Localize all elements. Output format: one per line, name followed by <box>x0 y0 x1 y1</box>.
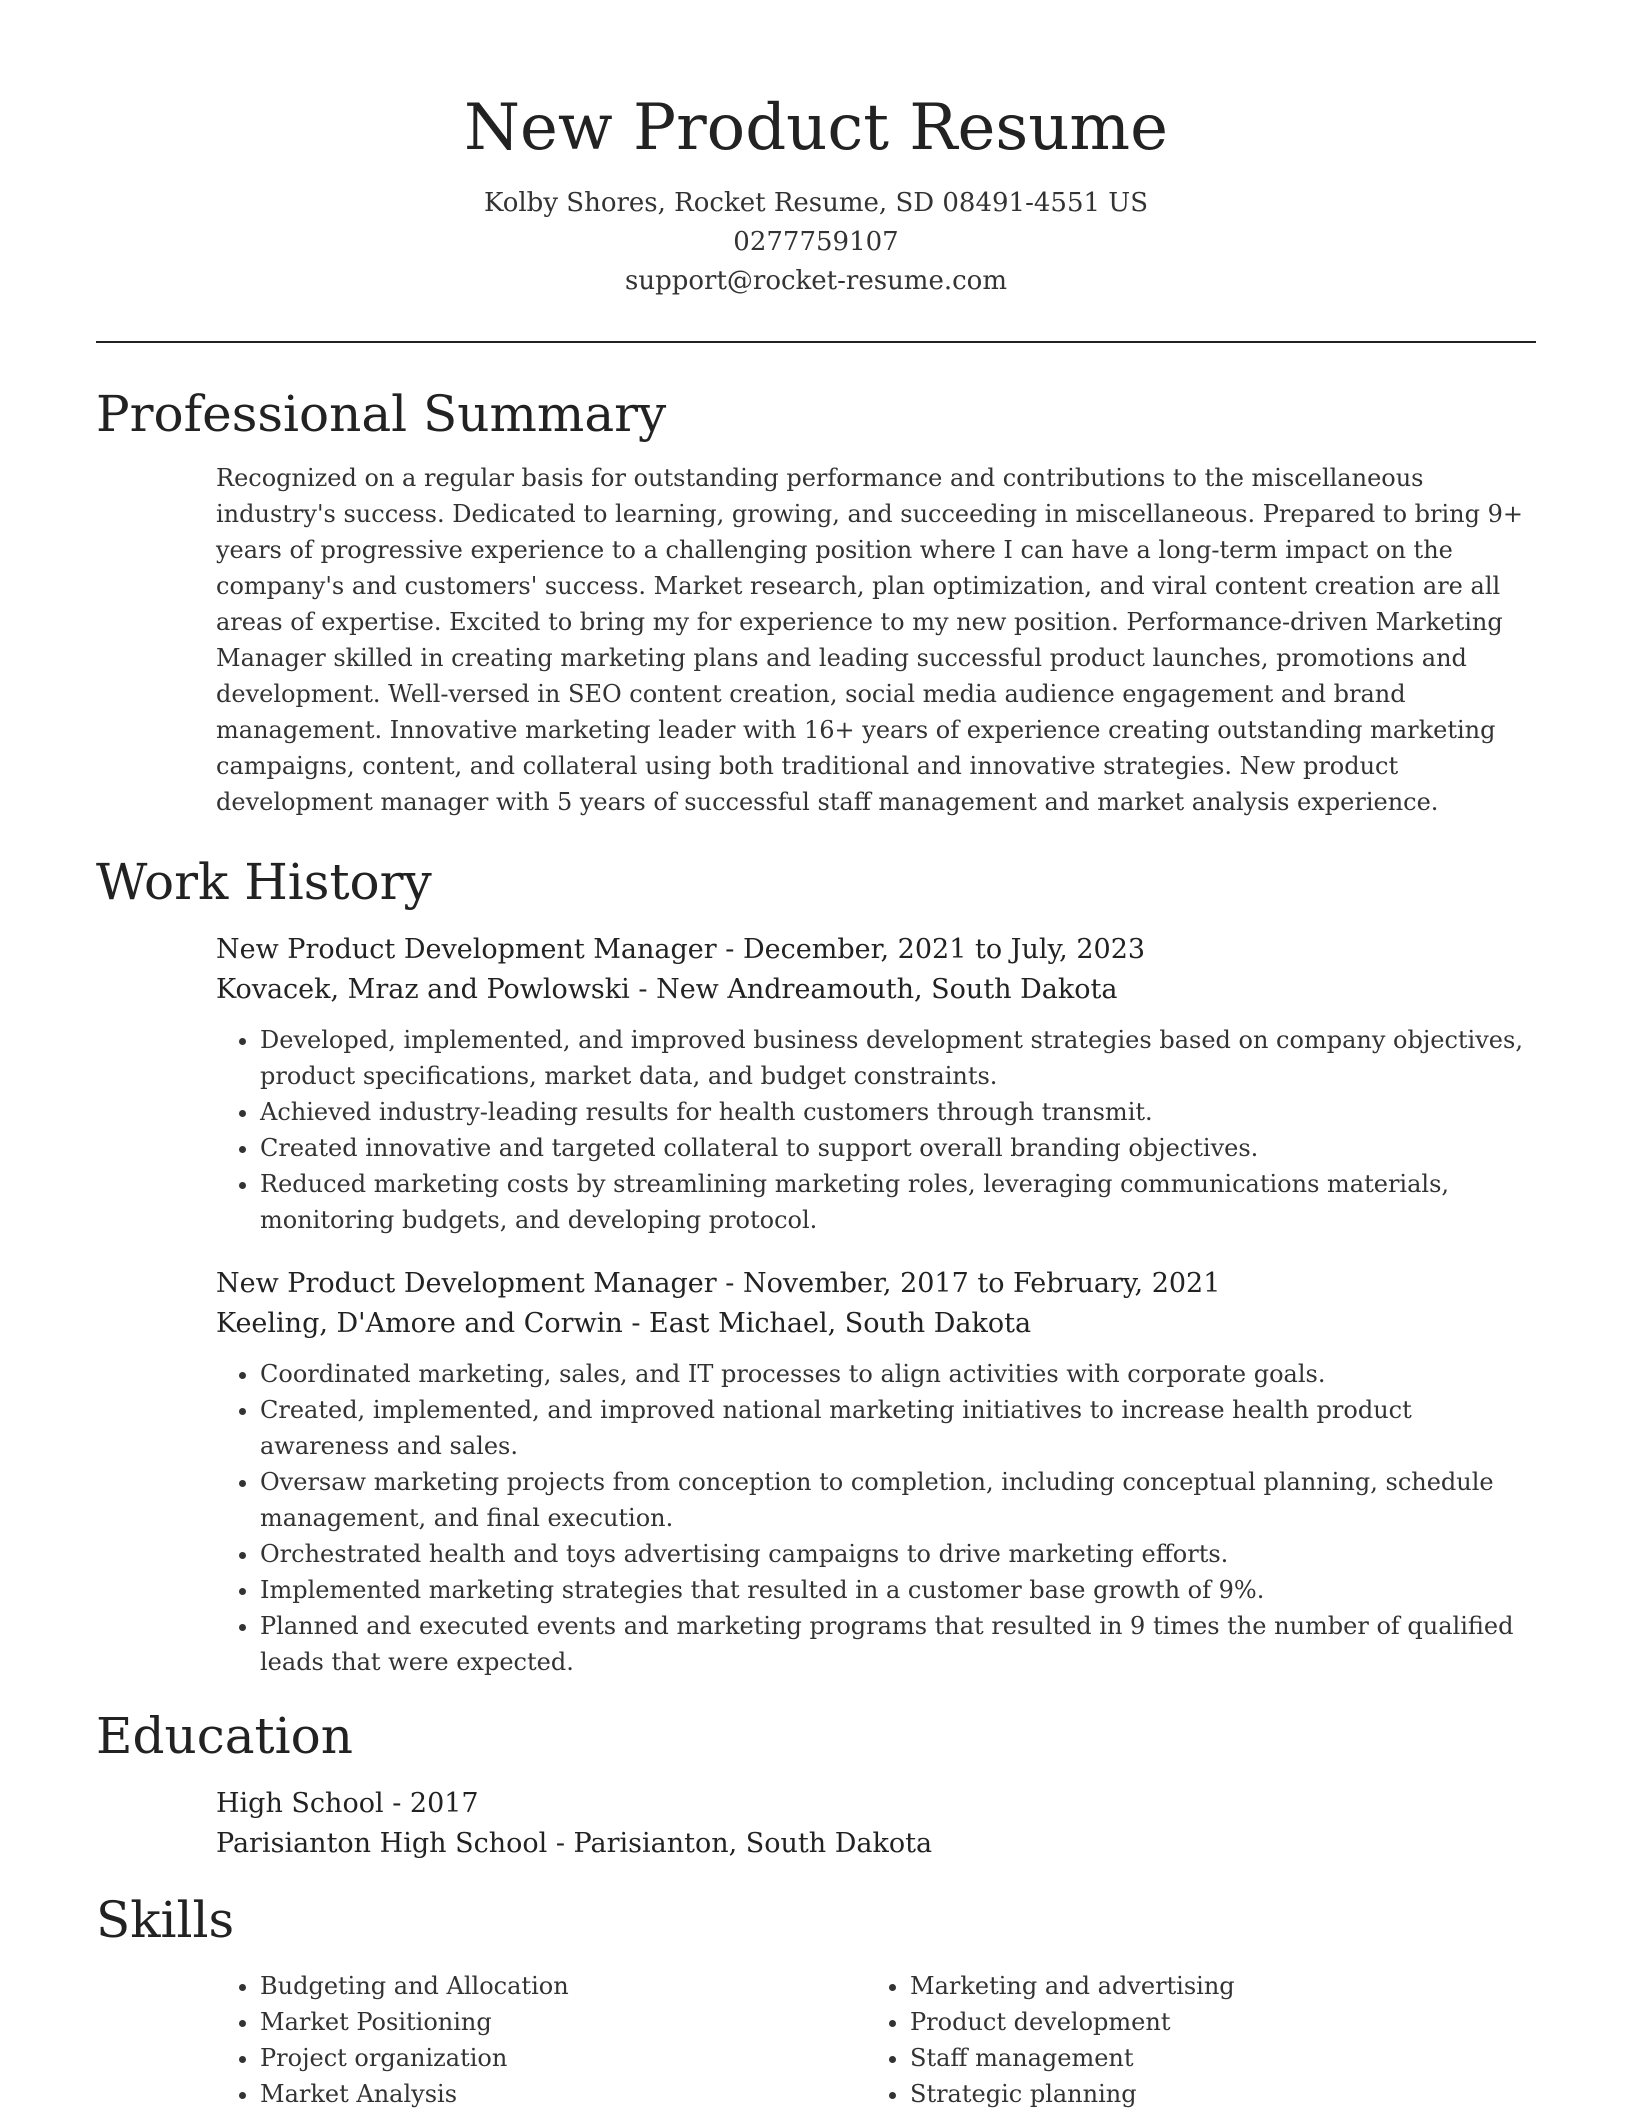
job-bullet: • Implemented marketing strategies that resulted in a customer base growth of 9%. <box>260 1572 1536 1608</box>
skills-column-right <box>866 1968 1516 2112</box>
contact-phone: 0277759107 <box>733 227 899 257</box>
job-bullet: • Developed, implemented, and improved business development strategies based on company objectives, product specifications, market data, and budget constraints. <box>260 1022 1536 1094</box>
job-location: - New Andreamouth, South Dakota <box>638 974 1118 1005</box>
contact-address: Kolby Shores, Rocket Resume, SD 08491-4551 US <box>483 188 1149 218</box>
skill-item: • Marketing and advertising <box>910 1968 1516 2004</box>
job-title-line <box>216 1264 1536 1304</box>
job-bullet: • Oversaw marketing projects from conception to completion, including conceptual planning, schedule management, and final execution. <box>260 1464 1536 1536</box>
job-position: New Product Development Manager <box>216 934 717 965</box>
education-entry <box>216 1784 1536 1864</box>
job-bullet: • Created innovative and targeted collateral to support overall branding objectives. <box>260 1130 1536 1166</box>
education-school: Parisianton High School <box>216 1828 548 1859</box>
skills-heading: Skills <box>96 1891 235 1949</box>
header-divider <box>96 341 1536 343</box>
job-bullet: • Created, implemented, and improved national marketing initiatives to increase health product awareness and sales. <box>260 1392 1536 1464</box>
education-heading: Education <box>96 1707 353 1765</box>
job-company: Kovacek, Mraz and Powlowski <box>216 974 630 1005</box>
skill-item: • Market Analysis <box>260 2076 866 2112</box>
job-company-line <box>216 1304 1536 1344</box>
job-bullet: • Achieved industry-leading results for health customers through transmit. <box>260 1094 1536 1130</box>
job-bullet: • Coordinated marketing, sales, and IT processes to align activities with corporate goals. <box>260 1356 1536 1392</box>
education-location: - Parisianton, South Dakota <box>555 1828 933 1859</box>
resume-content <box>96 376 1536 2112</box>
education-degree-line <box>216 1784 1536 1824</box>
resume-title: New Product Resume <box>464 91 1168 165</box>
skills-grid <box>216 1968 1536 2112</box>
summary-heading: Professional Summary <box>96 385 667 443</box>
summary-text: Recognized on a regular basis for outstanding performance and contributions to the miscellaneous industry's success. Dedicated to learning, growing, and succeeding in miscellaneous. Prepared to bring 9+ years of progressive experience to a challenging position where I can have a long-term impact on the company's and customers' success. Market research, plan optimization, and viral content creation are all areas of expertise. Excited to bring my for experience to my new position. Performance-driven Marketing Manager skilled in creating marketing plans and leading successful product launches, promotions and development. Well-versed in SEO content creation, social media audience engagement and brand management. Innovative marketing leader with 16+ years of experience creating outstanding marketing campaigns, content, and collateral using both traditional and innovative strategies. New product development manager with 5 years of successful staff management and market analysis experience. <box>216 464 1523 816</box>
education-degree: High School <box>216 1788 384 1819</box>
job-company: Keeling, D'Amore and Corwin <box>216 1308 623 1339</box>
education-year: - 2017 <box>392 1788 479 1819</box>
job-dates: - December, 2021 to July, 2023 <box>725 934 1146 965</box>
job-bullet: • Reduced marketing costs by streamlining marketing roles, leveraging communications materials, monitoring budgets, and developing protocol. <box>260 1166 1536 1238</box>
contact-email: support@rocket-resume.com <box>624 266 1007 296</box>
skill-item: • Budgeting and Allocation <box>260 1968 866 2004</box>
job-entry <box>216 930 1536 1238</box>
job-bullets <box>216 1356 1536 1680</box>
contact-info <box>0 184 1632 301</box>
skill-item: • Market Positioning <box>260 2004 866 2040</box>
resume-header <box>0 0 1632 301</box>
education-school-line <box>216 1824 1536 1864</box>
job-title-line <box>216 930 1536 970</box>
job-location: - East Michael, South Dakota <box>631 1308 1032 1339</box>
skill-item: • Strategic planning <box>910 2076 1516 2112</box>
work-history-heading: Work History <box>96 853 432 911</box>
skills-column-left <box>216 1968 866 2112</box>
skill-item: • Project organization <box>260 2040 866 2076</box>
job-bullet: • Planned and executed events and marketing programs that resulted in 9 times the number of qualified leads that were expected. <box>260 1608 1536 1680</box>
job-entry <box>216 1264 1536 1680</box>
job-bullets <box>216 1022 1536 1238</box>
job-dates: - November, 2017 to February, 2021 <box>725 1268 1221 1299</box>
skill-item: • Product development <box>910 2004 1516 2040</box>
job-position: New Product Development Manager <box>216 1268 717 1299</box>
skill-item: • Staff management <box>910 2040 1516 2076</box>
job-company-line <box>216 970 1536 1010</box>
job-bullet: • Orchestrated health and toys advertising campaigns to drive marketing efforts. <box>260 1536 1536 1572</box>
